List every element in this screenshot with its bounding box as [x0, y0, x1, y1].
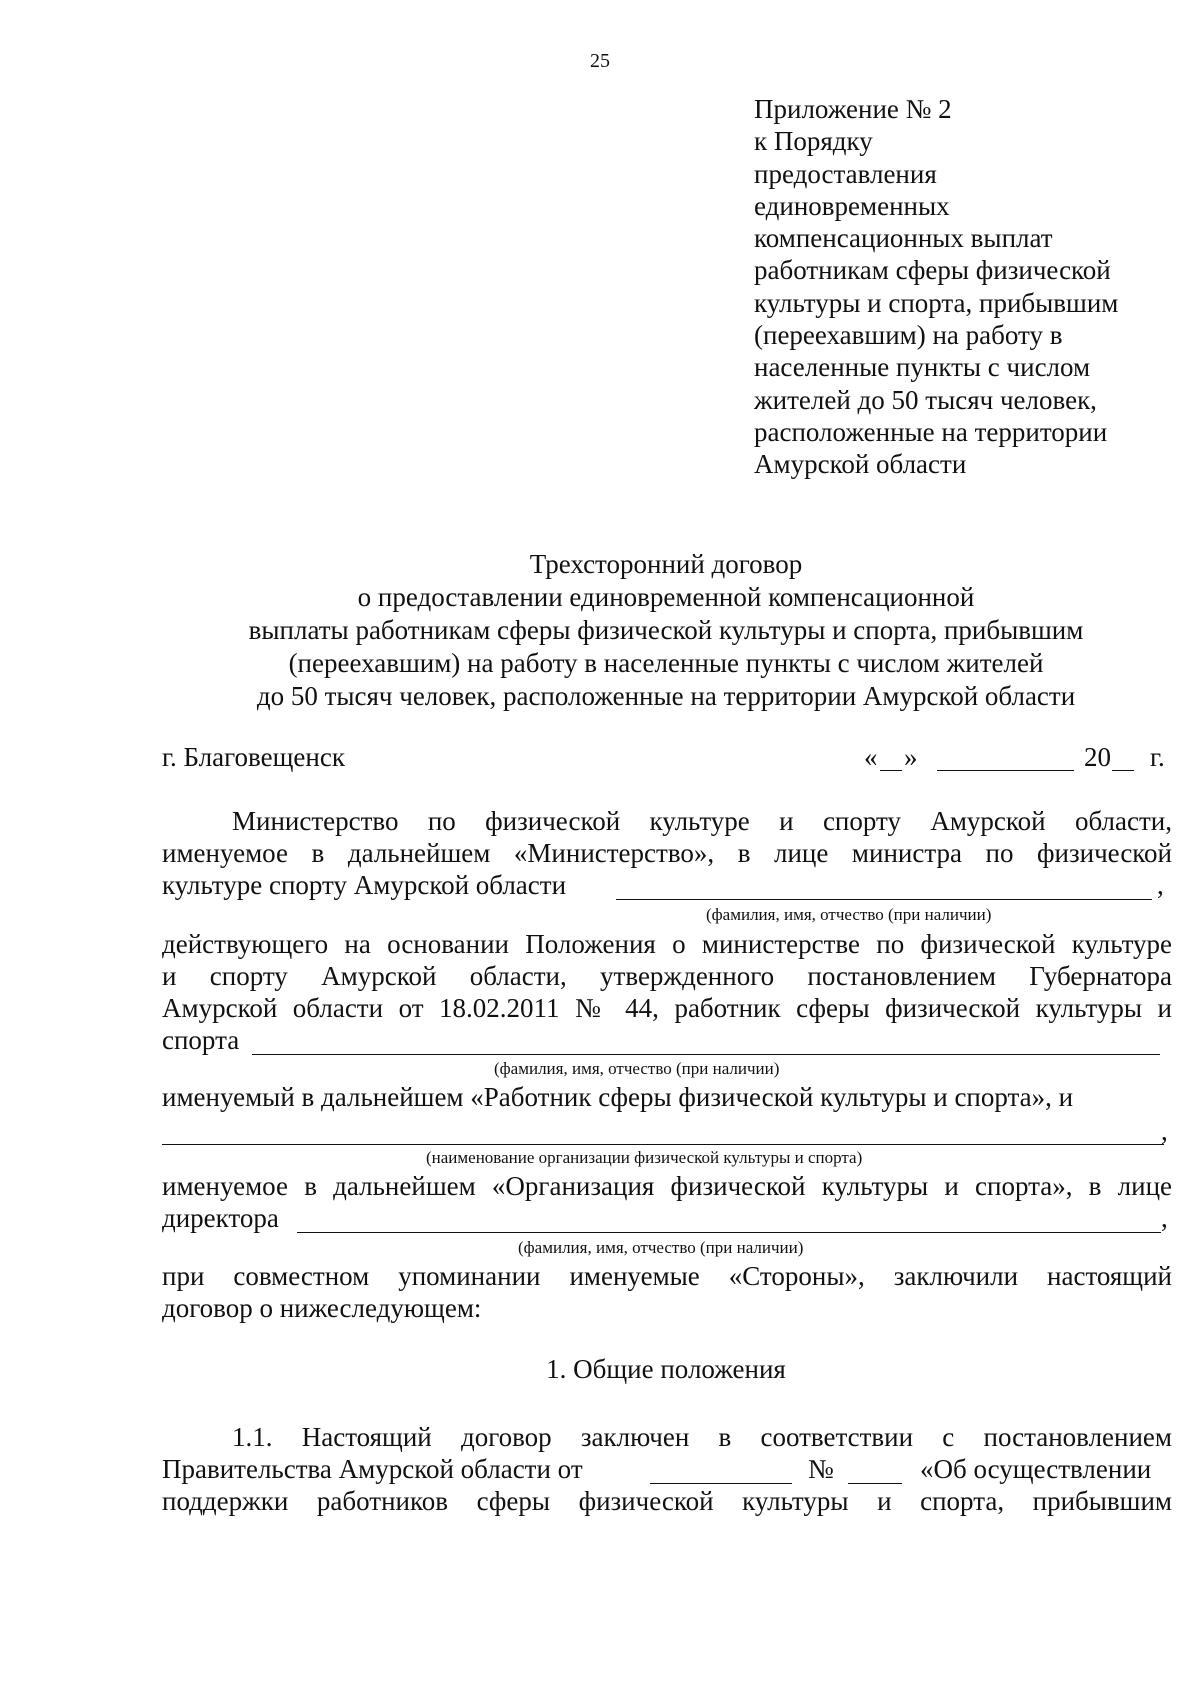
worker-name-blank: [252, 1054, 1160, 1055]
date-quote-close: »: [904, 742, 918, 772]
date-month-blank: [937, 770, 1074, 771]
body-line: поддержки работников сферы физической культуры и спорта, прибывшим: [162, 1486, 1172, 1516]
body-line: культуре спорту Амурской области: [162, 870, 567, 900]
comma: ,: [1161, 1203, 1168, 1233]
city-label: г. Благовещенск: [162, 742, 345, 772]
director-name-blank: [297, 1232, 1161, 1233]
page-number: 25: [590, 50, 610, 72]
appendix-line: компенсационных выплат: [754, 223, 1053, 254]
body-line: спорта: [162, 1025, 240, 1055]
minister-name-blank: [616, 899, 1152, 900]
resolution-number-blank: [848, 1483, 902, 1484]
date-year-suffix: г.: [1150, 742, 1165, 772]
field-caption: (фамилия, имя, отчество (при наличии): [706, 905, 992, 924]
comma: ,: [1161, 1116, 1168, 1146]
appendix-line: культуры и спорта, прибывшим: [754, 287, 1119, 318]
body-line: именуемое в дальнейшем «Министерство», в лице министра по физической: [162, 838, 1172, 868]
document-title: [100, 548, 1200, 713]
appendix-line: предоставления: [754, 158, 937, 189]
appendix-line: населенные пункты с числом: [754, 352, 1091, 383]
body-line: и спорту Амурской области, утвержденного постановлением Губернатора: [162, 961, 1172, 991]
body-line: при совместном упоминании именуемые «Стороны», заключили настоящий: [162, 1261, 1172, 1291]
body-line: именуемое в дальнейшем «Организация физической культуры и спорта», в лице: [162, 1171, 1172, 1201]
date-year-prefix: 20: [1084, 742, 1111, 772]
date-year-blank: [1112, 770, 1134, 771]
body-line: директора: [162, 1203, 279, 1233]
resolution-date-blank: [650, 1483, 792, 1484]
appendix-line: единовременных: [754, 190, 950, 221]
appendix-line: Приложение № 2: [754, 94, 952, 124]
appendix-block: [754, 93, 1174, 481]
title-line: Трехсторонний договор: [529, 549, 803, 579]
comma: ,: [1157, 870, 1164, 900]
date-quote-open: «: [864, 742, 878, 772]
number-sign: №: [808, 1454, 834, 1484]
appendix-line: (переехавшим) на работу в: [754, 320, 1063, 351]
body-line: Министерство по физической культуре и спорту Амурской области,: [232, 806, 1172, 836]
title-line: (переехавшим) на работу в населенные пункты с числом жителей: [288, 648, 1044, 678]
organization-name-blank: [162, 1144, 1164, 1145]
body-line: Амурской области от 18.02.2011 № 44, работник сферы физической культуры и: [162, 993, 1172, 1023]
appendix-line: Амурской области: [754, 449, 967, 480]
body-line: «Об осуществлении: [920, 1454, 1152, 1484]
appendix-line: работникам сферы физической: [754, 255, 1111, 286]
body-line: действующего на основании Положения о министерстве по физической культуре: [162, 929, 1172, 959]
title-line: о предоставлении единовременной компенсационной: [357, 582, 975, 612]
title-line: выплаты работникам сферы физической культуры и спорта, прибывшим: [248, 615, 1084, 645]
section-heading: 1. Общие положения: [546, 1354, 786, 1384]
appendix-line: к Порядку: [754, 126, 873, 157]
title-line: до 50 тысяч человек, расположенные на территории Амурской области: [256, 681, 1076, 711]
body-line: Правительства Амурской области от: [162, 1454, 583, 1484]
field-caption: (наименование организации физической культуры и спорта): [426, 1148, 863, 1167]
appendix-line: жителей до 50 тысяч человек,: [754, 384, 1097, 415]
appendix-line: расположенные на территории: [754, 416, 1108, 447]
field-caption: (фамилия, имя, отчество (при наличии): [494, 1059, 780, 1078]
field-caption: (фамилия, имя, отчество (при наличии): [518, 1238, 804, 1257]
body-line: 1.1. Настоящий договор заключен в соответствии с постановлением: [232, 1422, 1172, 1452]
body-line: именуемый в дальнейшем «Работник сферы физической культуры и спорта», и: [162, 1082, 1074, 1112]
body-line: договор о нижеследующем:: [162, 1293, 482, 1323]
date-day-blank: [880, 770, 902, 771]
